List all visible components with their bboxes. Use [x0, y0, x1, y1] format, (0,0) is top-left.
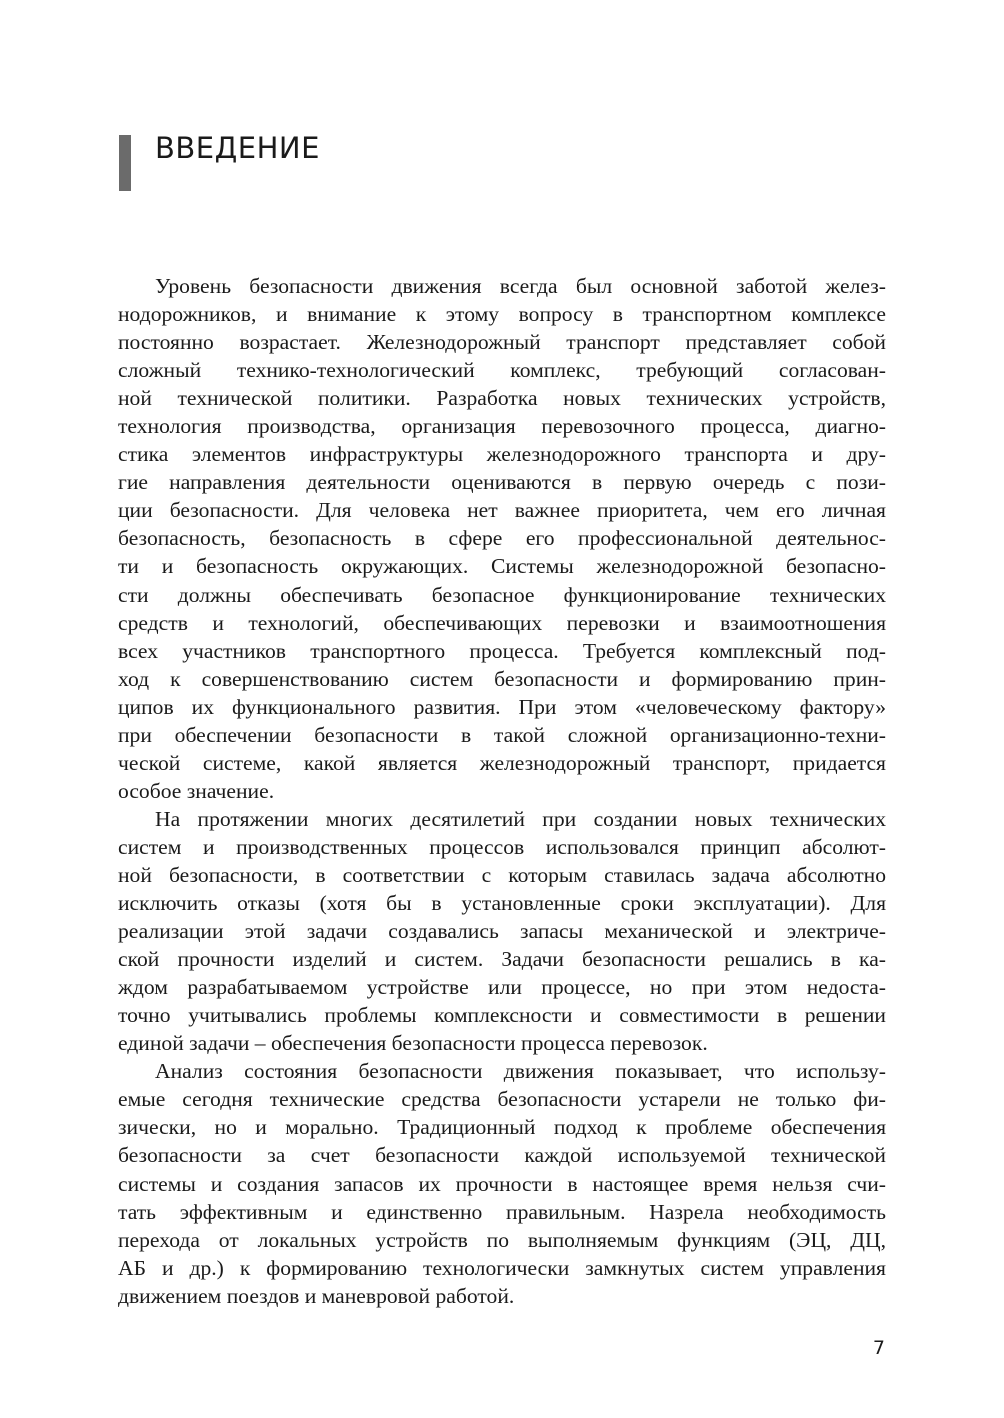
text-line: средств и технологий, обеспечивающих перевозки и взаимоотношения	[118, 610, 886, 635]
paragraph	[118, 805, 886, 1057]
text-line: точно учитывались проблемы комплексности и совместимости в решении	[118, 1003, 886, 1028]
text-line: стика элементов инфраструктуры железнодорожного транспорта и дру-	[118, 442, 886, 467]
text-line: ческой системе, какой является железнодорожный транспорт, придается	[118, 750, 886, 775]
text-line: емые сегодня технические средства безопасности устарели не только фи-	[118, 1087, 886, 1112]
text-line: ной технической политики. Разработка новых технических устройств,	[118, 386, 886, 411]
text-line: перехода от локальных устройств по выполняемым функциям (ЭЦ, ДЦ,	[118, 1227, 886, 1252]
text-line: систем и производственных процессов использовался принцип абсолют-	[118, 834, 886, 859]
heading-accent-bar	[119, 135, 131, 191]
text-line: ход к совершенствованию систем безопасности и формированию прин-	[118, 666, 886, 691]
body-text	[118, 272, 886, 1310]
text-line: безопасности за счет безопасности каждой используемой технической	[118, 1143, 886, 1168]
text-line: нодорожников, и внимание к этому вопросу в транспортном комплексе	[118, 302, 886, 327]
text-line: Анализ состояния безопасности движения показывает, что использу-	[155, 1059, 886, 1084]
text-line: безопасность, безопасность в сфере его профессиональной деятельнос-	[118, 526, 886, 551]
text-line: Уровень безопасности движения всегда был основной заботой желез-	[155, 274, 886, 298]
text-line: АБ и др.) к формированию технологически замкнутых систем управления	[118, 1255, 886, 1280]
paragraph	[118, 272, 886, 805]
text-line: всех участников транспортного процесса. Требуется комплексный под-	[118, 638, 886, 663]
text-line: зически, но и морально. Традиционный подход к проблеме обеспечения	[118, 1115, 886, 1140]
text-line: На протяжении многих десятилетий при создании новых технических	[155, 806, 886, 831]
text-line: постоянно возрастает. Железнодорожный транспорт представляет собой	[118, 330, 886, 355]
text-line: единой задачи – обеспечения безопасности процесса перевозок.	[118, 1031, 708, 1056]
text-line: ской прочности изделий и систем. Задачи безопасности решались в ка-	[118, 947, 886, 972]
text-line: реализации этой задачи создавались запасы механической и электриче-	[118, 919, 886, 944]
text-line: тать эффективным и единственно правильным. Назрела необходимость	[118, 1199, 886, 1224]
text-line: движением поездов и маневровой работой.	[118, 1283, 515, 1308]
text-line: при обеспечении безопасности в такой сложной организационно-техни-	[118, 722, 886, 747]
text-line: сти должны обеспечивать безопасное функционирование технических	[118, 582, 886, 607]
page-number: 7	[872, 1337, 885, 1359]
text-line: исключить отказы (хотя бы в установленные сроки эксплуатации). Для	[118, 891, 886, 916]
text-line: системы и создания запасов их прочности в настоящее время нельзя счи-	[118, 1171, 886, 1196]
text-line: сложный технико-технологический комплекс, требующий согласован-	[118, 358, 886, 383]
chapter-title: ВВЕДЕНИЕ	[155, 131, 320, 165]
text-line: особое значение.	[118, 778, 275, 803]
text-line: гие направления деятельности оцениваются в первую очередь с пози-	[118, 470, 886, 495]
text-line: ждом разрабатываемом устройстве или процессе, но при этом недоста-	[118, 975, 886, 1000]
text-line: ципов их функционального развития. При этом «человеческому фактору»	[118, 694, 886, 719]
text-line: ции безопасности. Для человека нет важнее приоритета, чем его личная	[118, 498, 886, 523]
text-line: технология производства, организация перевозочного процесса, диагно-	[118, 414, 886, 439]
paragraph	[118, 1057, 886, 1309]
text-line: ной безопасности, в соответствии с которым ставилась задача абсолютно	[118, 862, 886, 887]
text-line: ти и безопасность окружающих. Системы железнодорожной безопасно-	[118, 554, 886, 579]
